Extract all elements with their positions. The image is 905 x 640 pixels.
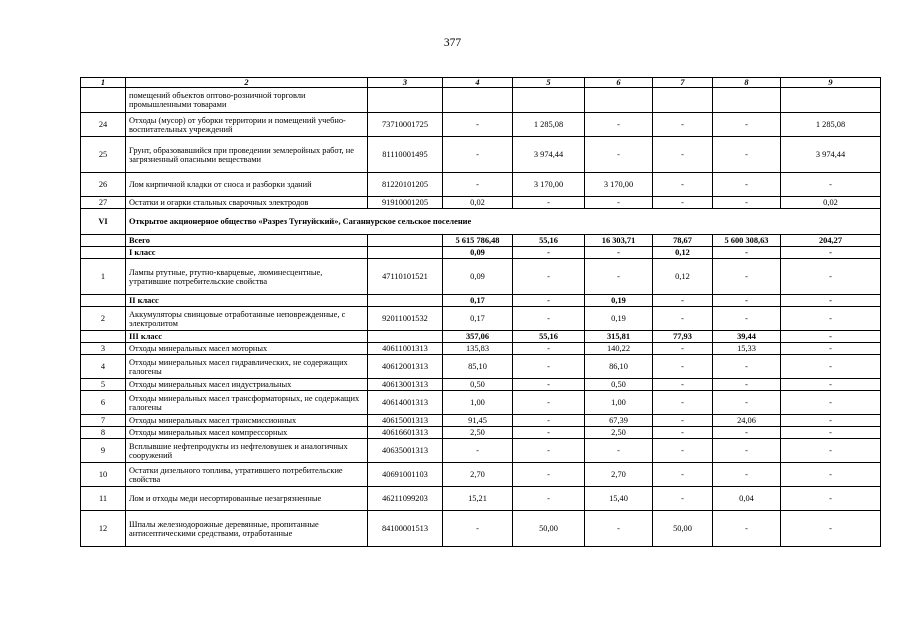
value-cell: - (781, 463, 881, 487)
row-number-cell: 5 (81, 379, 126, 391)
waste-name-cell: Всплывшие нефтепродукты из нефтеловушек и аналогичных сооружений (126, 439, 368, 463)
value-cell: 39,44 (713, 331, 781, 343)
waste-name-cell: Аккумуляторы свинцовые отработанные неповрежденные, с электролитом (126, 307, 368, 331)
value-cell: - (443, 137, 513, 173)
value-cell: - (653, 343, 713, 355)
section-number: VI (81, 209, 126, 235)
value-cell: - (781, 295, 881, 307)
value-cell: - (713, 391, 781, 415)
value-cell: 15,33 (713, 343, 781, 355)
fkko-code-cell: 84100001513 (368, 511, 443, 547)
value-cell: 3 974,44 (781, 137, 881, 173)
row-number-cell: 12 (81, 511, 126, 547)
value-cell: 0,02 (443, 197, 513, 209)
value-cell: - (513, 295, 585, 307)
value-cell: 204,27 (781, 235, 881, 247)
value-cell: - (513, 247, 585, 259)
value-cell: 2,50 (585, 427, 653, 439)
value-cell: - (781, 379, 881, 391)
value-cell: - (713, 355, 781, 379)
value-cell: - (513, 197, 585, 209)
value-cell: 0,12 (653, 259, 713, 295)
value-cell: - (713, 259, 781, 295)
table-row (81, 137, 881, 173)
value-cell: - (513, 391, 585, 415)
value-cell: - (713, 307, 781, 331)
value-cell: - (781, 511, 881, 547)
waste-name-cell: Отходы минеральных масел трансформаторных, не содержащих галогены (126, 391, 368, 415)
row-number-cell: 24 (81, 113, 126, 137)
table-body (81, 88, 881, 547)
value-cell: - (513, 439, 585, 463)
row-number-cell (81, 247, 126, 259)
waste-name-cell: Грунт, образовавшийся при проведении землеройных работ, не загрязненный опасными веществами (126, 137, 368, 173)
value-cell: 357,06 (443, 331, 513, 343)
value-cell (713, 88, 781, 113)
value-cell: - (513, 307, 585, 331)
waste-name-cell: Отходы минеральных масел индустриальных (126, 379, 368, 391)
value-cell: - (781, 259, 881, 295)
value-cell (781, 88, 881, 113)
table-row (81, 379, 881, 391)
value-cell: - (585, 439, 653, 463)
value-cell: 0,50 (443, 379, 513, 391)
row-number-cell: 2 (81, 307, 126, 331)
value-cell: - (585, 197, 653, 209)
row-number-cell: 8 (81, 427, 126, 439)
value-cell: - (653, 487, 713, 511)
value-cell: 78,67 (653, 235, 713, 247)
row-number-cell: 27 (81, 197, 126, 209)
section-title: Открытое акционерное общество «Разрез Тугнуйский», Саганнурское сельское поселение (126, 209, 881, 235)
value-cell: - (585, 511, 653, 547)
fkko-code-cell: 40612001313 (368, 355, 443, 379)
value-cell: - (513, 463, 585, 487)
value-cell: 15,21 (443, 487, 513, 511)
value-cell: 55,16 (513, 235, 585, 247)
row-number-cell: 10 (81, 463, 126, 487)
value-cell: - (513, 415, 585, 427)
header-cell: 2 (126, 78, 368, 88)
value-cell: - (781, 331, 881, 343)
value-cell: - (781, 247, 881, 259)
fkko-code-cell (368, 88, 443, 113)
header-cell: 4 (443, 78, 513, 88)
waste-name-cell: Лампы ртутные, ртутно-кварцевые, люминесцентные, утратившие потребительские свойства (126, 259, 368, 295)
value-cell: - (513, 259, 585, 295)
table-row (81, 511, 881, 547)
value-cell: - (653, 295, 713, 307)
waste-name-cell: II класс (126, 295, 368, 307)
fkko-code-cell: 92011001532 (368, 307, 443, 331)
class-row (81, 247, 881, 259)
table-row (81, 343, 881, 355)
table-row (81, 197, 881, 209)
value-cell: 0,09 (443, 247, 513, 259)
table-row (81, 307, 881, 331)
value-cell (443, 88, 513, 113)
class-row (81, 295, 881, 307)
value-cell: - (513, 355, 585, 379)
waste-name-cell: Отходы (мусор) от уборки территории и помещений учебно-воспитательных учреждений (126, 113, 368, 137)
waste-name-cell: Отходы минеральных масел трансмиссионных (126, 415, 368, 427)
row-number-cell: 26 (81, 173, 126, 197)
row-number-cell (81, 88, 126, 113)
fkko-code-cell: 47110101521 (368, 259, 443, 295)
value-cell: - (443, 113, 513, 137)
table-row (81, 427, 881, 439)
value-cell: - (781, 173, 881, 197)
value-cell: - (653, 197, 713, 209)
value-cell (513, 88, 585, 113)
value-cell: - (513, 379, 585, 391)
fkko-code-cell: 40611001313 (368, 343, 443, 355)
row-number-cell (81, 331, 126, 343)
value-cell: - (781, 415, 881, 427)
waste-name-cell: Шпалы железнодорожные деревянные, пропитанные антисептическими средствами, отработанные (126, 511, 368, 547)
header-row (81, 78, 881, 88)
value-cell: - (653, 173, 713, 197)
value-cell: 16 303,71 (585, 235, 653, 247)
value-cell: - (781, 487, 881, 511)
table-row (81, 88, 881, 113)
value-cell: 0,02 (781, 197, 881, 209)
value-cell: - (713, 173, 781, 197)
value-cell: - (513, 427, 585, 439)
waste-name-cell: III класс (126, 331, 368, 343)
fkko-code-cell: 40691001103 (368, 463, 443, 487)
value-cell (585, 88, 653, 113)
value-cell: - (653, 379, 713, 391)
header-cell: 9 (781, 78, 881, 88)
fkko-code-cell: 40615001313 (368, 415, 443, 427)
value-cell: 85,10 (443, 355, 513, 379)
value-cell: - (653, 307, 713, 331)
value-cell: - (585, 259, 653, 295)
table-row (81, 415, 881, 427)
value-cell: - (653, 355, 713, 379)
row-number-cell: 11 (81, 487, 126, 511)
value-cell: - (781, 391, 881, 415)
value-cell: - (443, 173, 513, 197)
row-number-cell: 1 (81, 259, 126, 295)
fkko-code-cell (368, 295, 443, 307)
value-cell: 5 615 786,48 (443, 235, 513, 247)
value-cell: 0,09 (443, 259, 513, 295)
row-number-cell (81, 295, 126, 307)
value-cell: - (713, 295, 781, 307)
fkko-code-cell: 73710001725 (368, 113, 443, 137)
fkko-code-cell: 40635001313 (368, 439, 443, 463)
header-cell: 8 (713, 78, 781, 88)
waste-name-cell: Остатки дизельного топлива, утратившего потребительские свойства (126, 463, 368, 487)
value-cell: - (713, 463, 781, 487)
fkko-code-cell (368, 247, 443, 259)
fkko-code-cell: 40614001313 (368, 391, 443, 415)
row-number-cell (81, 235, 126, 247)
value-cell: - (653, 113, 713, 137)
fkko-code-cell: 81220101205 (368, 173, 443, 197)
value-cell: - (513, 487, 585, 511)
value-cell: 140,22 (585, 343, 653, 355)
fkko-code-cell: 91910001205 (368, 197, 443, 209)
value-cell: - (713, 427, 781, 439)
value-cell: - (781, 355, 881, 379)
value-cell: - (513, 343, 585, 355)
fkko-code-cell: 40613001313 (368, 379, 443, 391)
header-cell: 1 (81, 78, 126, 88)
value-cell: 86,10 (585, 355, 653, 379)
class-row (81, 331, 881, 343)
row-number-cell: 3 (81, 343, 126, 355)
value-cell: 0,12 (653, 247, 713, 259)
table-row (81, 173, 881, 197)
value-cell: 0,19 (585, 295, 653, 307)
header-cell: 7 (653, 78, 713, 88)
fkko-code-cell: 46211099203 (368, 487, 443, 511)
value-cell: 67,39 (585, 415, 653, 427)
value-cell: - (653, 391, 713, 415)
value-cell: 1,00 (443, 391, 513, 415)
value-cell: 0,19 (585, 307, 653, 331)
waste-name-cell: Всего (126, 235, 368, 247)
waste-name-cell: Остатки и огарки стальных сварочных электродов (126, 197, 368, 209)
value-cell: - (713, 511, 781, 547)
value-cell: - (781, 427, 881, 439)
page-number: 377 (443, 37, 462, 49)
value-cell: 24,06 (713, 415, 781, 427)
table-row (81, 487, 881, 511)
value-cell: - (443, 511, 513, 547)
value-cell: 1 285,08 (513, 113, 585, 137)
header-cell: 5 (513, 78, 585, 88)
value-cell: - (653, 463, 713, 487)
table-row (81, 463, 881, 487)
row-number-cell: 9 (81, 439, 126, 463)
value-cell: - (585, 113, 653, 137)
table-row (81, 355, 881, 379)
fkko-code-cell (368, 235, 443, 247)
value-cell: 15,40 (585, 487, 653, 511)
value-cell: - (653, 415, 713, 427)
value-cell: 2,50 (443, 427, 513, 439)
row-number-cell: 7 (81, 415, 126, 427)
value-cell: - (653, 137, 713, 173)
value-cell: 2,70 (585, 463, 653, 487)
value-cell: 2,70 (443, 463, 513, 487)
value-cell: 135,83 (443, 343, 513, 355)
waste-name-cell: помещений объектов оптово-розничной торговли промышленными товарами (126, 88, 368, 113)
value-cell: - (713, 197, 781, 209)
value-cell: - (781, 307, 881, 331)
value-cell: 0,17 (443, 295, 513, 307)
fkko-code-cell: 40616601313 (368, 427, 443, 439)
value-cell: - (781, 343, 881, 355)
value-cell: 91,45 (443, 415, 513, 427)
waste-name-cell: Отходы минеральных масел моторных (126, 343, 368, 355)
header-cell: 6 (585, 78, 653, 88)
table-row (81, 439, 881, 463)
value-cell: - (653, 439, 713, 463)
fkko-code-cell (368, 331, 443, 343)
waste-table (80, 77, 881, 547)
table-row (81, 259, 881, 295)
table-row (81, 391, 881, 415)
value-cell: 50,00 (513, 511, 585, 547)
value-cell: 315,81 (585, 331, 653, 343)
row-number-cell: 4 (81, 355, 126, 379)
value-cell: 0,04 (713, 487, 781, 511)
value-cell: 55,16 (513, 331, 585, 343)
value-cell: - (585, 137, 653, 173)
fkko-code-cell: 81110001495 (368, 137, 443, 173)
table-row (81, 113, 881, 137)
waste-name-cell: Лом и отходы меди несортированные незагрязненные (126, 487, 368, 511)
waste-name-cell: I класс (126, 247, 368, 259)
waste-name-cell: Лом кирпичной кладки от сноса и разборки зданий (126, 173, 368, 197)
value-cell: 1 285,08 (781, 113, 881, 137)
total-row (81, 235, 881, 247)
value-cell: - (713, 439, 781, 463)
row-number-cell: 6 (81, 391, 126, 415)
waste-name-cell: Отходы минеральных масел гидравлических, не содержащих галогены (126, 355, 368, 379)
value-cell: 77,93 (653, 331, 713, 343)
value-cell: 5 600 308,63 (713, 235, 781, 247)
waste-name-cell: Отходы минеральных масел компрессорных (126, 427, 368, 439)
value-cell: 1,00 (585, 391, 653, 415)
section-row (81, 209, 881, 235)
value-cell: 0,17 (443, 307, 513, 331)
row-number-cell: 25 (81, 137, 126, 173)
value-cell: 0,50 (585, 379, 653, 391)
value-cell: - (713, 113, 781, 137)
value-cell (653, 88, 713, 113)
value-cell: 50,00 (653, 511, 713, 547)
header-cell: 3 (368, 78, 443, 88)
value-cell: - (713, 137, 781, 173)
value-cell: 3 170,00 (513, 173, 585, 197)
value-cell: - (713, 247, 781, 259)
value-cell: - (585, 247, 653, 259)
value-cell: - (443, 439, 513, 463)
value-cell: 3 170,00 (585, 173, 653, 197)
value-cell: 3 974,44 (513, 137, 585, 173)
value-cell: - (781, 439, 881, 463)
value-cell: - (713, 379, 781, 391)
value-cell: - (653, 427, 713, 439)
